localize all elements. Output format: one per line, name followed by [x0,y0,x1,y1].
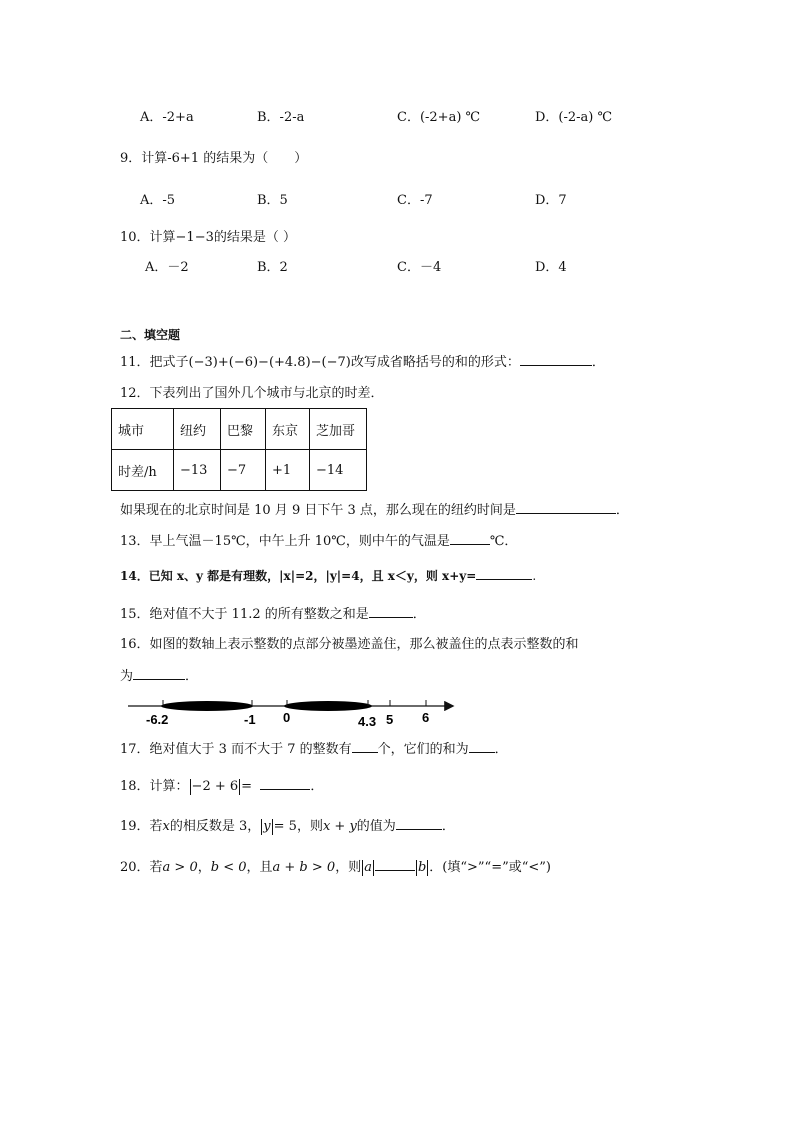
q12-answer-blank[interactable] [516,501,616,514]
tick-label: 5 [386,712,394,727]
tick-label: -6.2 [146,712,169,727]
q18-eq: = [241,779,253,794]
q18-pre: 18．计算： [120,779,189,794]
table-cell: −13 [174,450,221,491]
q11-end: ． [591,355,605,370]
q20-sep: ，且 [246,860,273,875]
ink-blot-right [284,701,372,711]
q11-line [120,353,605,372]
q14-answer-blank[interactable] [476,567,532,580]
section-title: 二、填空题 [120,328,181,342]
q10-stem: 10．计算−1−3的结果是（ ） [120,230,297,245]
q20-b: b [417,860,427,875]
table-cell: 芝加哥 [310,409,367,450]
q12-end: ． [615,503,629,518]
q13-line [120,532,517,551]
table-row [112,450,367,491]
tick-label: 0 [283,710,291,725]
q17-answer-blank-count[interactable] [352,740,378,753]
table-header-row [112,409,367,450]
q20-answer-blank[interactable] [375,858,415,871]
q17-line [120,740,508,759]
q18-expr: −2 + 6 [191,779,239,794]
q20-cond-b: b < 0 [210,860,247,875]
q10-option-b: B．2 [257,260,288,275]
q19-pre: 19．若 [120,819,163,834]
q19-mid3: 的值为 [356,819,396,834]
q20-pre: 20．若 [120,860,163,875]
q19-x: x [162,819,170,834]
q16-line1: 16．如图的数轴上表示整数的点部分被墨迹盖住，那么被盖住的点表示整数的和 [120,637,579,652]
q15-line [120,605,426,624]
q19-y: y [263,819,271,834]
q10-option-a: A．－2 [145,260,189,275]
q20-sep: ， [197,860,211,875]
ink-blot-left [161,701,253,711]
q20-a: a [364,860,372,875]
q20-line [120,858,551,877]
q14-line [120,567,536,585]
q17-text: 17．绝对值大于 3 而不大于 7 的整数有 [120,742,352,757]
table-cell: −7 [221,450,266,491]
q8-option-d: D．(-2-a) ℃ [535,110,613,125]
q16-end: ． [185,669,199,684]
number-line-figure [120,692,465,732]
q9-option-b: B．5 [257,193,288,208]
q13-text: 13．早上气温－15℃，中午上升 10℃，则中午的气温是 [120,534,450,549]
time-difference-table [111,408,367,491]
tick-label: -1 [244,712,256,727]
q18-line [120,777,323,796]
table-cell: 城市 [112,409,174,450]
q16-line2 [120,667,198,686]
table-cell: +1 [266,450,310,491]
table-cell: 巴黎 [221,409,266,450]
q8-option-a: A．-2+a [140,110,194,125]
tick-label: 4.3 [358,714,377,729]
q20-cond-a: a > 0 [162,860,198,875]
q10-option-d: D．4 [535,260,567,275]
q11-text: 11．把式子(−3)+(−6)−(+4.8)−(−7)改写成省略括号的和的形式： [120,355,520,370]
q8-option-c: C．(-2+a) ℃ [397,110,481,125]
q19-expr: x + y [322,819,357,834]
q19-answer-blank[interactable] [396,817,442,830]
table-cell: 时差/h [112,450,174,491]
abs-bar-right [239,779,240,795]
table-cell: 东京 [266,409,310,450]
table-cell: −14 [310,450,367,491]
q12-followup: 如果现在的北京时间是 10 月 9 日下午 3 点，那么现在的纽约时间是 [120,503,516,518]
q19-end: ． [441,819,455,834]
q20-cond-sum: a + b > 0 [272,860,336,875]
q13-answer-blank[interactable] [450,532,490,545]
q9-option-a: A．-5 [140,193,176,208]
q12-followup-line [120,501,629,520]
q16-line2-pre: 为 [120,669,134,684]
q10-option-c: C．－4 [397,260,442,275]
q9-option-d: D．7 [535,193,567,208]
q19-line [120,817,455,836]
table-cell: 纽约 [174,409,221,450]
q19-mid1: 的相反数是 3， [169,819,261,834]
q17-end: ． [494,742,508,757]
abs-bar-right [272,819,273,835]
q18-answer-blank[interactable] [260,777,310,790]
q14-end: . [532,569,537,583]
q20-then: ，则 [335,860,362,875]
q8-option-b: B．-2-a [257,110,305,125]
q11-answer-blank[interactable] [520,353,592,366]
abs-bar-left [416,860,417,876]
q13-post: ℃． [489,534,518,549]
q12-text: 12．下表列出了国外几个城市与北京的时差． [120,386,384,401]
q19-mid2: = 5，则 [273,819,323,834]
q15-answer-blank[interactable] [369,605,413,618]
q9-option-c: C．-7 [397,193,433,208]
q16-answer-blank[interactable] [133,667,185,680]
q15-text: 15．绝对值不大于 11.2 的所有整数之和是 [120,607,369,622]
abs-bar-right [373,860,374,876]
q18-end: ． [310,779,324,794]
q15-end: ． [412,607,426,622]
q20-end: ．(填“>”“=”或“<”) [429,860,551,875]
q17-mid: 个，它们的和为 [377,742,469,757]
q17-answer-blank-sum[interactable] [469,740,495,753]
tick-label: 6 [422,710,430,725]
q14-text: 14．已知 x、y 都是有理数，|x|=2，|y|=4，且 x＜y，则 x+y= [120,569,477,583]
abs-bar-left [190,779,191,795]
q9-stem: 9．计算-6+1 的结果为（ ） [120,151,308,166]
